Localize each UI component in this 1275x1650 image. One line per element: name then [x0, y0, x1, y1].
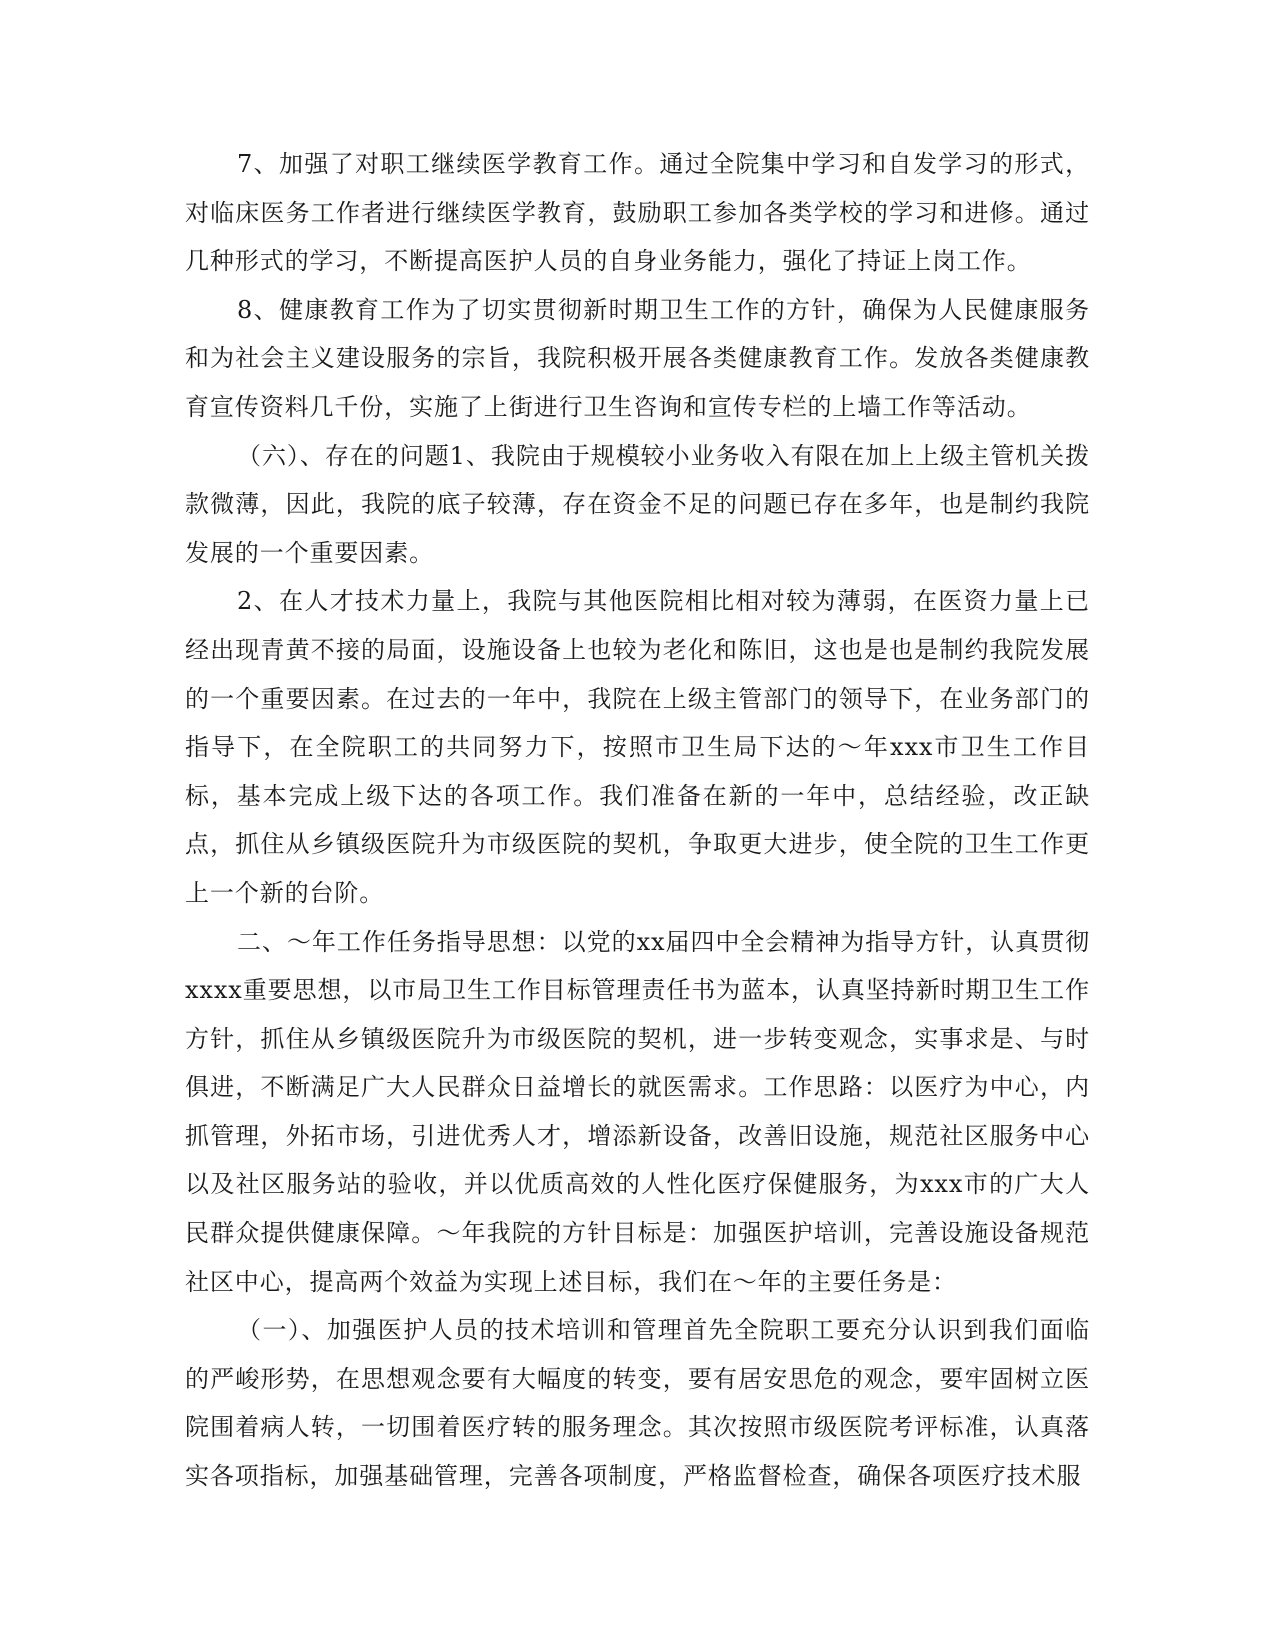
paragraph-health-education: 8、健康教育工作为了切实贯彻新时期卫生工作的方针，确保为人民健康服务和为社会主义建设服务的宗旨，我院积极开展各类健康教育工作。发放各类健康教育宣传资料几千份，实施了上街进行卫生咨询和宣传专栏的上墙工作等活动。 [185, 295, 1090, 421]
paragraph-existing-problems: （六）、存在的问题1、我院由于规模较小业务收入有限在加上上级主管机关拨款微薄，因此，我院的底子较薄，存在资金不足的问题已存在多年，也是制约我院发展的一个重要因素。 [185, 441, 1090, 567]
paragraph-continuing-education: 7、加强了对职工继续医学教育工作。通过全院集中学习和自发学习的形式，对临床医务工作者进行继续医学教育，鼓励职工参加各类学校的学习和进修。通过几种形式的学习，不断提高医护人员的自身业务能力，强化了持证上岗工作。 [185, 150, 1090, 276]
paragraph-staff-training: （一）、加强医护人员的技术培训和管理首先全院职工要充分认识到我们面临的严峻形势，在思想观念要有大幅度的转变，要有居安思危的观念，要牢固树立医院围着病人转，一切围着医疗转的服务理念。其次按照市级医院考评标准，认真落实各项指标，加强基础管理，完善各项制度，严格监督检查，确保各项医疗技术服 [185, 1316, 1090, 1491]
paragraph-technical-strength: 2、在人才技术力量上，我院与其他医院相比相对较为薄弱，在医资力量上已经出现青黄不接的局面，设施设备上也较为老化和陈旧，这也是也是制约我院发展的一个重要因素。在过去的一年中，我院在上级主管部门的领导下，在业务部门的指导下，在全院职工的共同努力下，按照市卫生局下达的～年xxx市卫生工作目标，基本完成上级下达的各项工作。我们准备在新的一年中，总结经验，改正缺点，抓住从乡镇级医院升为市级医院的契机，争取更大进步，使全院的卫生工作更上一个新的台阶。 [185, 587, 1090, 907]
document-body [185, 140, 1090, 1501]
paragraph-guiding-ideology: 二、～年工作任务指导思想：以党的xx届四中全会精神为指导方针，认真贯彻xxxx重要思想，以市局卫生工作目标管理责任书为蓝本，认真坚持新时期卫生工作方针，抓住从乡镇级医院升为市级医院的契机，进一步转变观念，实事求是、与时俱进，不断满足广大人民群众日益增长的就医需求。工作思路：以医疗为中心，内抓管理，外拓市场，引进优秀人才，增添新设备，改善旧设施，规范社区服务中心以及社区服务站的验收，并以优质高效的人性化医疗保健服务，为xxx市的广大人民群众提供健康保障。～年我院的方针目标是：加强医护培训，完善设施设备规范社区中心，提高两个效益为实现上述目标，我们在～年的主要任务是： [185, 927, 1090, 1296]
